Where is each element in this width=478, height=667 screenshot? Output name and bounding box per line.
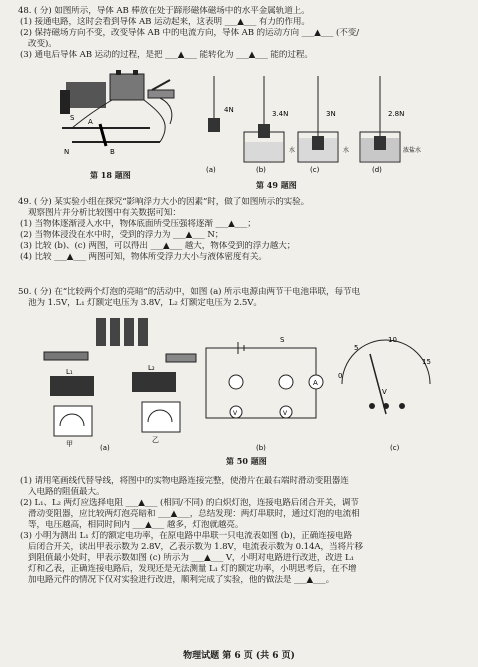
label-b: B [110,148,115,156]
text-line: 到阻值最小处时，甲表示数如图 (c) 所示为 ___▲___ V，小明对电路进行改进，改进 L₁ [28,553,354,563]
lamp-l1-label: L₁ [66,368,73,376]
lamp-l1-base [50,376,94,396]
text-line: (1) 当物体逐渐浸入水中，物体底面所受压强将逐渐 ___▲___； [20,219,256,229]
text-line: (2) 保持磁场方向不变，改变导体 AB 中的电流方向，导体 AB 的运动方向 ___▲___ (不变/ [20,28,359,38]
block-c [312,136,324,150]
text-line: (1) 接通电路，这时会看到导体 AB 运动起来，这表明 ___▲___ 有力的作用。 [20,17,310,27]
text-line: 加电路元件的情况下仅对实验进行改进，顺利完成了实验，他的做法是 ___▲___。 [28,575,335,585]
text-line: 观察图片并分析比较图中有关数据可知： [28,208,181,218]
figure-50-drawing [36,314,446,456]
panel-label-c: (c) [310,166,320,174]
text-line: 等，电压越高，相同时间内 ___▲___ 越多，灯泡就越亮。 [28,520,244,530]
voltmeter-label-2: V [283,410,288,417]
page-footer: 物理试题 第 6 页 (共 6 页) [183,651,295,661]
panel-a-apparatus [44,318,196,452]
panel-label-a: (a) [206,166,216,174]
lamp-l2-label: L₂ [148,364,155,372]
text-line: 入电路的阻值最大。 [28,487,105,497]
text-line: (3) 通电后导体 AB 运动的过程，是把 ___▲___ 能转化为 ___▲___ 能的过程。 [20,50,313,60]
ammeter-label: A [313,379,318,387]
liquid-c: 水 [343,147,350,154]
panel-label-c: (c) [390,444,400,452]
text-line: 50. ( 分) 在“比较两个灯泡的亮暗”的活动中，如图 (a) 所示电源由两节干电池串联，每节电 [18,287,360,297]
text-line: (1) 请用笔画线代替导线，将图中的实物电路连接完整，使滑片在最右端时滑动变阻器连 [20,476,349,486]
meter-jia-label: 甲 [66,440,73,448]
block-d [374,136,386,150]
text-line: (2) 当物体浸没在水中时，受到的浮力为 ___▲___ N； [20,230,224,240]
figure-49 [196,76,436,194]
switch-b-label: S [280,336,285,344]
force-b: 3.4N [272,110,289,118]
text-line: 49. ( 分) 某实验小组在探究“影响浮力大小的因素”时，做了如图所示的实验。 [18,197,310,207]
scale-10: 10 [388,336,397,344]
label-s: S [70,114,75,122]
horseshoe-magnet [66,82,106,108]
text-line: 48. ( 分) 如图所示，导体 AB 棒放在处于蹄形磁体磁场中的水平金属轨道上。 [18,6,310,16]
force-c: 3N [326,110,336,118]
scale-5: 5 [354,344,359,352]
block-b [258,124,270,138]
fig50-caption: 第 50 题图 [226,456,267,466]
meter-yi [142,402,180,432]
text-line: 滑动变阻器，应比较两灯泡亮暗和 ___▲___，总结发现：两灯串联时，通过灯泡的电流相 [28,509,360,519]
panel-b [244,76,295,174]
switch-shape [148,90,174,98]
voltmeter-label-1: V [233,410,238,417]
text-line: 池为 1.5V，L₁ 灯额定电压为 3.8V，L₂ 灯额定电压为 2.5V。 [28,298,262,308]
dial-v: V [382,388,387,396]
scale-0: 0 [338,372,343,380]
text-line: (4) 比较 ___▲___ 两图可知，物体所受浮力大小与液体密度有关。 [20,252,267,262]
figure-18 [52,64,182,182]
force-a: 4N [224,106,234,114]
battery-box [110,74,144,100]
lamp-l2-base [132,372,176,392]
text-line: 改变)。 [28,39,57,49]
meter-yi-label: 乙 [152,436,159,444]
text-line: (3) 小明为测出 L₁ 灯的额定电功率，在原电路中串联一只电流表如图 (b)，正确连接电路 [20,531,353,541]
panel-d [360,76,421,174]
scale-15: 15 [422,358,431,366]
text-line: 后闭合开关，读出甲表示数为 2.8V，乙表示数为 1.8V，电流表示数为 0.14A，当将片移 [28,542,363,552]
block-a [208,118,220,132]
fig49-caption: 第 49 题图 [256,180,297,190]
force-d: 2.8N [388,110,405,118]
text-line: (3) 比较 (b)、(c) 两图，可以得出 ___▲___ 越大，物体受到的浮力越大； [20,241,296,251]
panel-label-b: (b) [256,444,266,452]
liquid-d: 浓盐水 [403,147,422,154]
panel-b-circuit [206,342,323,418]
panel-label-d: (d) [372,166,382,174]
text-line: (2) L₁、L₂ 两灯应选择电阻 ___▲___ (相同/不同) 的白炽灯泡，连接电路后闭合开关，调节 [20,498,359,508]
panel-label-b: (b) [256,166,266,174]
text-line: 灯和乙表，正确连接电路后，发现还是无法测量 L₁ 灯的额定功率，小明思考后，在不增 [28,564,357,574]
switch-a [166,354,196,362]
meter-jia [54,406,92,436]
fig18-caption: 第 18 题图 [90,170,131,180]
label-n: N [64,148,70,156]
panel-c [298,76,349,174]
panel-c-dial [338,336,431,452]
panel-a [206,76,234,174]
figure-50 [36,314,446,474]
panel-label-a: (a) [100,444,110,452]
rheostat [44,352,88,360]
figure-49-drawing [196,76,436,176]
figure-18-drawing [52,64,182,182]
label-a: A [88,118,93,126]
liquid-b: 水 [289,147,296,154]
